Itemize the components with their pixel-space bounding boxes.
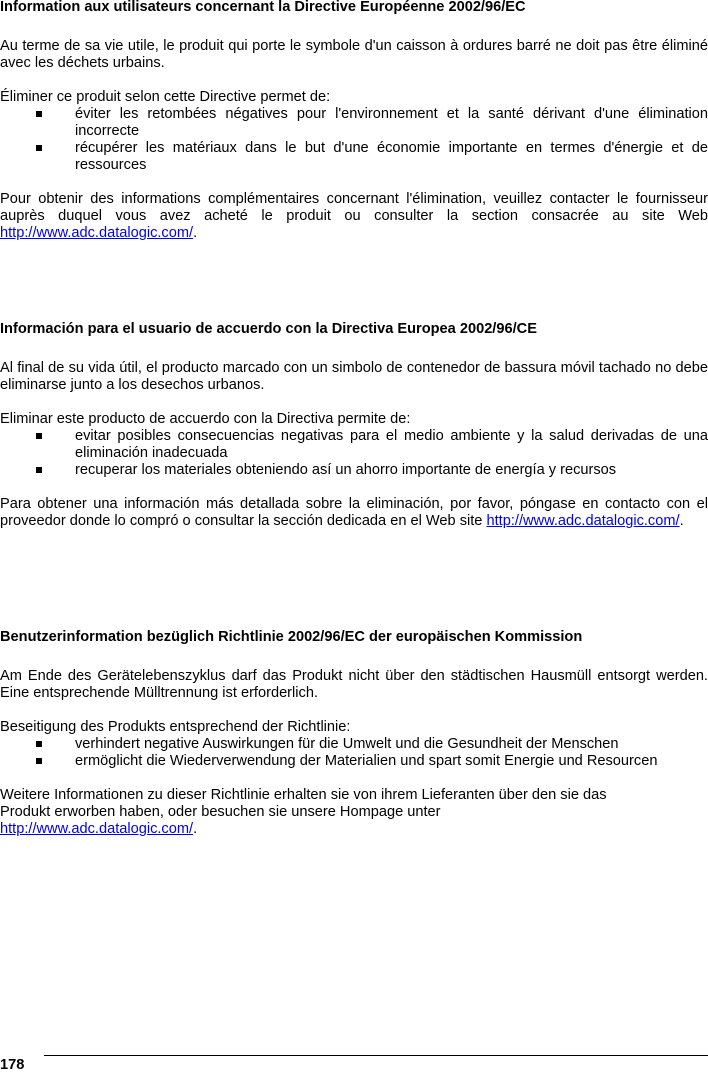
closing-period: . xyxy=(193,821,198,837)
list-item-text: evitar posibles consecuencias negativas para el medio ambiente y la salud derivadas de una eliminación inadecuada xyxy=(75,428,708,461)
page-footer xyxy=(0,1055,708,1071)
list-item xyxy=(0,462,708,479)
closing-period: . xyxy=(679,513,684,529)
closing-text: Para obtener una información más detallada sobre la eliminación, por favor, póngase en contacto con el proveedor donde lo compró o consultar la sección dedicada en el Web site xyxy=(0,496,708,529)
list-item-text: éviter les retombées négatives pour l'environnement et la santé dérivant d'une élimination incorrecte xyxy=(75,106,708,139)
website-link[interactable]: http://www.adc.datalogic.com/ xyxy=(0,225,194,241)
website-link[interactable]: http://www.adc.datalogic.com/ xyxy=(0,821,194,837)
bullet-list xyxy=(0,736,708,770)
closing-line: Weitere Informationen zu dieser Richtlinie erhalten sie von ihrem Lieferanten über den sie das xyxy=(0,787,607,803)
list-item xyxy=(0,106,708,140)
list-lead: Éliminer ce produit selon cette Directive permet de: xyxy=(0,89,331,105)
footer-divider xyxy=(44,1055,708,1056)
intro-paragraph: Al final de su vida útil, el producto marcado con un simbolo de contenedor de bassura móvil tachado no debe eliminarse junto a los desechos urbanos. xyxy=(0,360,708,393)
list-item-text: recuperar los materiales obteniendo así un ahorro importante de energía y recursos xyxy=(75,462,617,478)
closing-line: Produkt erworben haben, oder besuchen sie unsere Hompage unter xyxy=(0,804,441,820)
list-item xyxy=(0,736,708,753)
bullet-icon xyxy=(36,741,42,747)
intro-paragraph: Au terme de sa vie utile, le produit qui porte le symbole d'un caisson à ordures barré ne doit pas être éliminé avec les déchets urbains. xyxy=(0,38,708,71)
list-lead: Eliminar este producto de accuerdo con la Directiva permite de: xyxy=(0,411,411,427)
section-french xyxy=(0,0,708,242)
section-heading: Información para el usuario de accuerdo con la Directiva Europea 2002/96/CE xyxy=(0,321,537,337)
section-heading: Information aux utilisateurs concernant la Directive Européenne 2002/96/EC xyxy=(0,0,526,15)
list-item-text: récupérer les matériaux dans le but d'une économie importante en termes d'énergie et de ressources xyxy=(75,140,708,173)
bullet-icon xyxy=(36,467,42,473)
list-item xyxy=(0,428,708,462)
closing-period: . xyxy=(193,225,198,241)
list-item-text: ermöglicht die Wiederverwendung der Materialien und spart somit Energie und Resourcen xyxy=(75,753,658,769)
list-item xyxy=(0,140,708,174)
closing-paragraph xyxy=(0,191,708,242)
bullet-icon xyxy=(36,111,42,117)
bullet-icon xyxy=(36,145,42,151)
closing-text: Pour obtenir des informations complémentaires concernant l'élimination, veuillez contacter le fournisseur auprès duquel vous avez acheté le produit ou consulter la section consacrée au site Web xyxy=(0,191,708,224)
closing-link-line xyxy=(0,821,708,838)
section-german xyxy=(0,629,708,838)
list-lead: Beseitigung des Produkts entsprechend der Richtlinie: xyxy=(0,719,351,735)
website-link[interactable]: http://www.adc.datalogic.com/ xyxy=(486,513,680,529)
bullet-list xyxy=(0,106,708,174)
intro-paragraph: Am Ende des Gerätelebenszyklus darf das Produkt nicht über den städtischen Hausmüll entsorgt werden. Eine entsprechende Mülltrennung ist erforderlich. xyxy=(0,668,708,701)
closing-paragraph xyxy=(0,496,708,530)
list-item-text: verhindert negative Auswirkungen für die Umwelt und die Gesundheit der Menschen xyxy=(75,736,619,752)
list-item xyxy=(0,753,708,770)
page-number: 178 xyxy=(0,1057,25,1073)
bullet-list xyxy=(0,428,708,479)
bullet-icon xyxy=(36,433,42,439)
bullet-icon xyxy=(36,758,42,764)
section-heading: Benutzerinformation bezüglich Richtlinie 2002/96/EC der europäischen Kommission xyxy=(0,629,583,645)
section-spanish xyxy=(0,321,708,530)
